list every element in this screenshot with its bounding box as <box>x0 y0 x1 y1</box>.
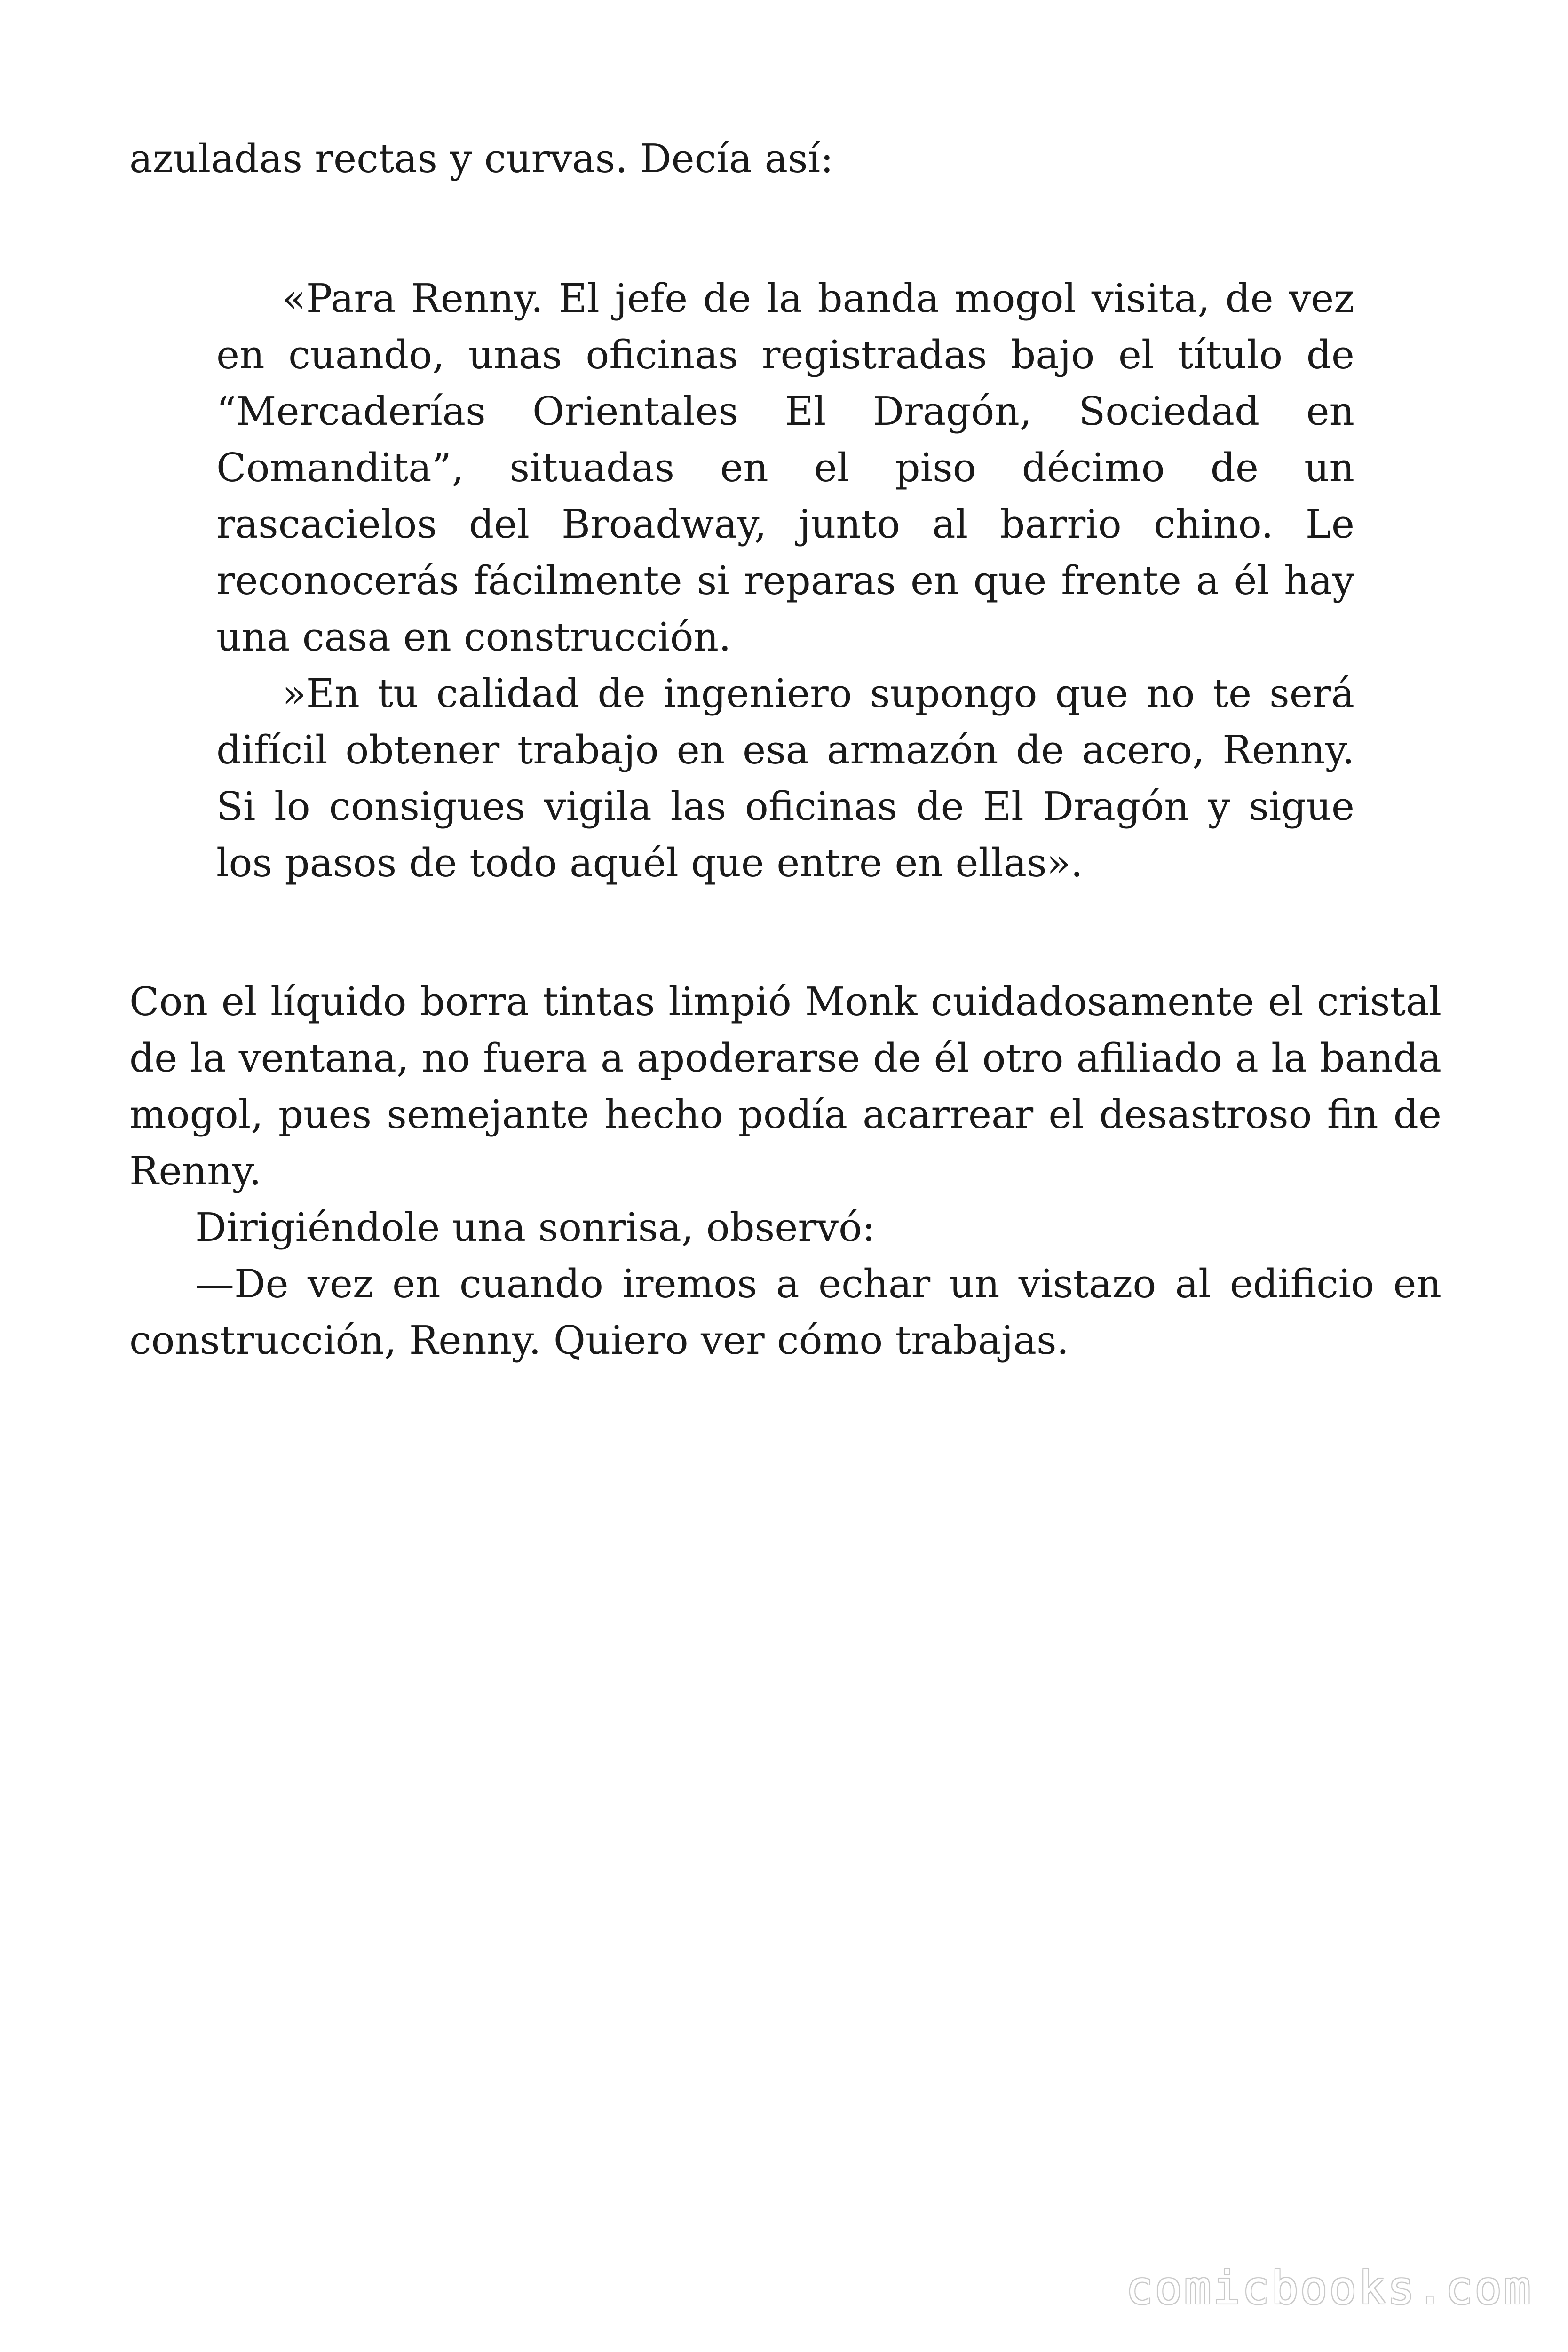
body-text <box>129 974 1441 1369</box>
site-watermark: comicbooks.com <box>1125 2262 1533 2314</box>
lead-paragraph: azuladas rectas y curvas. Decía así: <box>129 136 834 182</box>
quoted-note <box>216 270 1354 891</box>
quote-paragraph-2: »En tu calidad de ingeniero supongo que no te será difícil obtener trabajo en esa armazón de acero, Renny. Si lo consigues vigila las oficinas de El Dragón y sigue los pasos de todo aquél que entre en ellas». <box>216 671 1354 886</box>
quote-paragraph-1: «Para Renny. El jefe de la banda mogol visita, de vez en cuando, unas oficinas registradas bajo el título de “Mercaderías Orientales El Dragón, Sociedad en Comandita”, situadas en el piso décimo de un rascacielos del Broadway, junto al barrio chino. Le reconocerás fácilmente si reparas en que frente a él hay una casa en construcción. <box>216 276 1354 660</box>
body-paragraph-2: Dirigiéndole una sonrisa, observó: <box>195 1205 875 1250</box>
body-paragraph-3: —De vez en cuando iremos a echar un vistazo al edificio en construcción, Renny. Quiero ver cómo trabajas. <box>129 1261 1441 1363</box>
body-paragraph-1: Con el líquido borra tintas limpió Monk cuidadosamente el cristal de la ventana, no fuera a apoderarse de él otro afiliado a la banda mogol, pues semejante hecho podía acarrear el desastroso fin de Renny. <box>129 979 1441 1194</box>
lead-text <box>129 131 1441 187</box>
